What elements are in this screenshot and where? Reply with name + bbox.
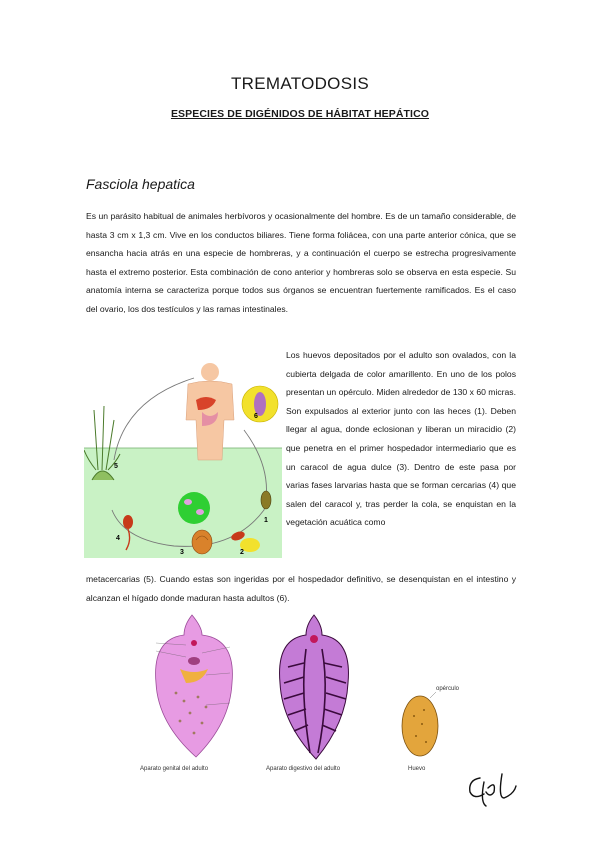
signature <box>462 768 522 808</box>
paragraph-intro: Es un parásito habitual de animales herbívoros y ocasionalmente del hombre. Es de un tamaño considerable, de hasta 3 cm x 1,3 cm. Vive en los conductos biliares. Tiene forma foliácea, con una parte anterior cónica, que se ensancha hacia atrás en una especie de hombreras, y a continuación el cuerpo se estrecha progresivamente hasta el extremo posterior. Esta combinación de cono anterior y hombreras solo se observa en esta especie. Su anatomía interna se caracteriza porque todos sus órganos se encuentran fuertemente ramificados. Es el caso del ovario, los dos testículos y las ramas intestinales. <box>86 211 516 314</box>
stage-label-2: 2 <box>240 549 244 556</box>
egg-stage <box>261 491 271 509</box>
caption-digestive: Aparato digestivo del adulto <box>266 766 341 772</box>
paragraph-eggs: Los huevos depositados por el adulto son ovalados, con la cubierta delgada de color amarillento. En uno de los polos presentan un opérculo. Miden alrededor de 130 x 60 micras. Son expulsados al exterior junto con las heces (1). Deben llegar al agua, donde eclosionan y liberan un miracidio (2) que penetra en el primer hospedador intermediario que es un caracol de agua dulce (3). Dentro de este pasa por varias fases larvarias hasta que se forman cercarias (4) que salen del caracol y, tras perder la cola, se enquistan en la vegetación acuática como <box>286 350 516 528</box>
section-heading: Fasciola hepatica <box>86 176 195 192</box>
figure-egg <box>396 686 486 766</box>
stage-label-6: 6 <box>254 413 258 420</box>
page-title: TREMATODOSIS <box>230 74 370 93</box>
snail-stage <box>192 530 212 554</box>
stage-label-1: 1 <box>264 517 268 524</box>
figure-genital-system <box>140 613 250 763</box>
larval-stages-circle <box>178 492 210 524</box>
page-subtitle: ESPECIES DE DIGÉNIDOS DE HÁBITAT HEPÁTICO <box>170 108 430 120</box>
stage-label-5: 5 <box>114 463 118 470</box>
life-cycle-diagram <box>84 350 282 558</box>
paragraph-cycle-end: metacercarias (5). Cuando estas son ingeridas por el hospedador definitivo, se desenquistan en el intestino y alcanzan el hígado donde maduran hasta adultos (6). <box>86 574 516 603</box>
human-host-figure <box>186 363 234 460</box>
stage-label-3: 3 <box>180 549 184 556</box>
stage-label-4: 4 <box>116 535 120 542</box>
egg-operculum-label: opérculo <box>436 686 460 692</box>
caption-egg: Huevo <box>408 766 426 772</box>
caption-genital: Aparato genital del adulto <box>140 766 209 772</box>
figure-digestive-system <box>270 613 360 763</box>
